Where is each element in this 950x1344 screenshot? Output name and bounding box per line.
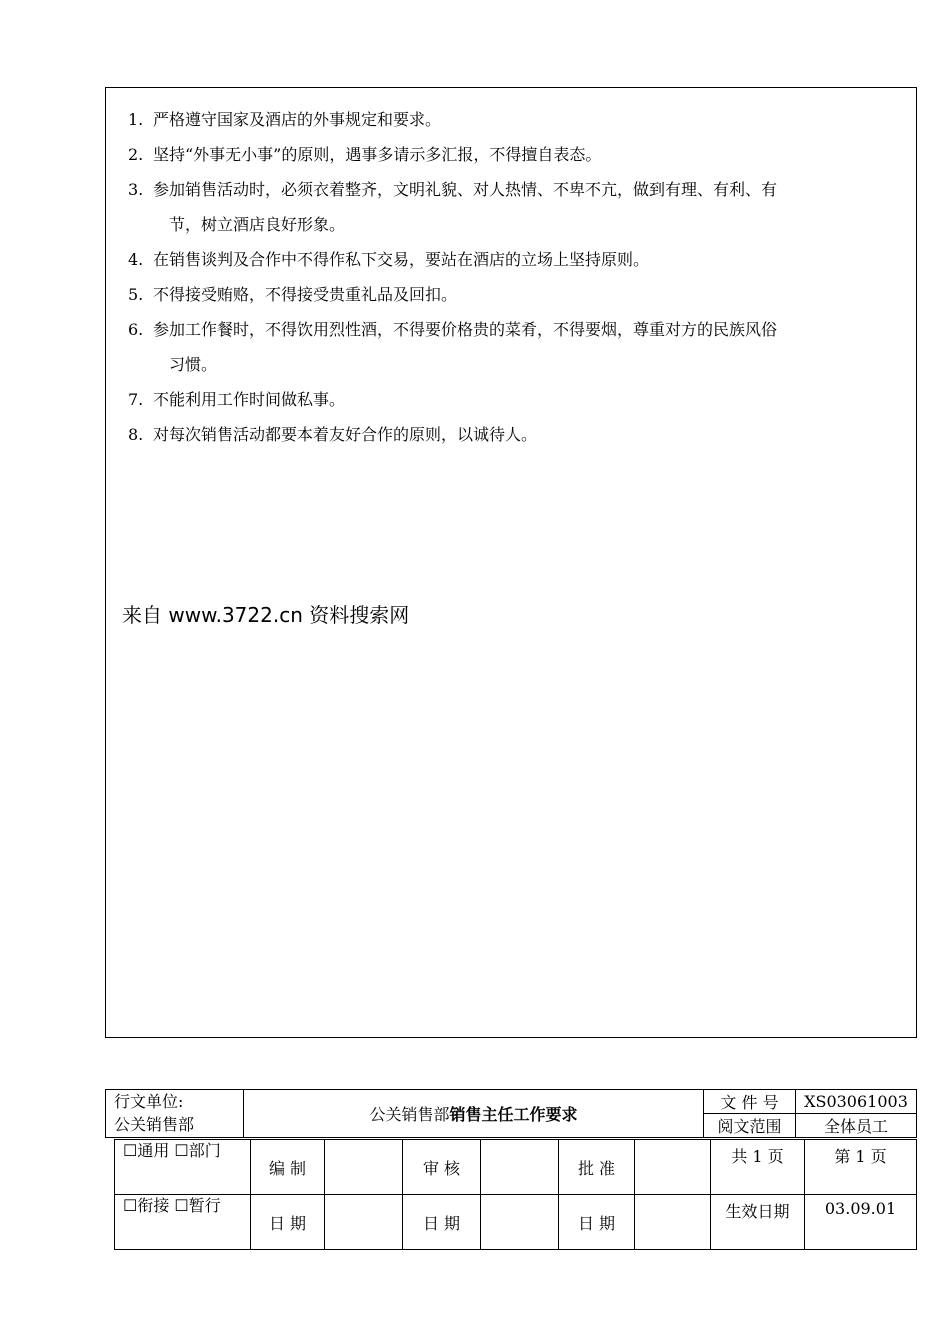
compile-date-label: 日 期 (251, 1195, 325, 1250)
rules-list (128, 102, 906, 452)
doc-number-value: XS03061003 (796, 1090, 917, 1114)
rule-item (128, 277, 906, 312)
rule-text-continued: 习惯。 (169, 355, 218, 374)
rule-text: 不能利用工作时间做私事。 (153, 390, 346, 409)
approve-date-label: 日 期 (559, 1195, 635, 1250)
review-date-label: 日 期 (403, 1195, 481, 1250)
rule-text: 参加销售活动时，必须衣着整齐，文明礼貌、对人热情、不卑不亢，做到有理、有利、有 (153, 180, 778, 199)
category-checkboxes-row2: ☐衔接 ☐暂行 (115, 1195, 251, 1250)
approval-table (114, 1139, 917, 1250)
rule-text: 参加工作餐时，不得饮用烈性酒，不得要价格贵的菜肴，不得要烟，尊重对方的民族风俗 (153, 320, 778, 339)
rule-number: 4. (128, 250, 144, 269)
rule-item (128, 242, 906, 277)
issuing-unit-value: 公关销售部 (114, 1115, 195, 1134)
effective-date-value: 03.09.01 (805, 1195, 917, 1250)
reading-scope-label: 阅文范围 (704, 1114, 796, 1138)
doc-number-label: 文 件 号 (704, 1090, 796, 1114)
rule-item (128, 137, 906, 172)
compile-date-value (325, 1195, 403, 1250)
compile-label: 编 制 (251, 1140, 325, 1195)
rule-item (128, 417, 906, 452)
review-date-value (481, 1195, 559, 1250)
rule-number: 5. (128, 285, 144, 304)
rule-item (128, 102, 906, 137)
watermark-text: 来自 www.3722.cn 资料搜索网 (122, 603, 410, 627)
rule-number: 3. (128, 180, 144, 199)
rule-text: 严格遵守国家及酒店的外事规定和要求。 (153, 110, 442, 129)
rule-item (128, 172, 906, 242)
rule-text: 在销售谈判及合作中不得作私下交易，要站在酒店的立场上坚持原则。 (153, 250, 650, 269)
approve-date-value (635, 1195, 711, 1250)
rule-number: 1. (128, 110, 144, 129)
compile-value (325, 1140, 403, 1195)
document-header-table (105, 1089, 917, 1138)
approve-value (635, 1140, 711, 1195)
reading-scope-value: 全体员工 (796, 1114, 917, 1138)
approve-label: 批 准 (559, 1140, 635, 1195)
page-number: 第 1 页 (805, 1140, 917, 1195)
effective-date-label: 生效日期 (711, 1195, 805, 1250)
rule-text: 坚持“外事无小事”的原则，遇事多请示多汇报，不得擅自表态。 (153, 145, 602, 164)
rule-number: 8. (128, 425, 144, 444)
rules-panel (105, 87, 917, 1038)
rule-number: 7. (128, 390, 144, 409)
issuing-unit-label: 行文单位: (114, 1092, 184, 1111)
review-value (481, 1140, 559, 1195)
document-title-main: 销售主任工作要求 (449, 1105, 578, 1124)
category-checkboxes-row1: ☐通用 ☐部门 (115, 1140, 251, 1195)
rule-item (128, 382, 906, 417)
document-title (244, 1090, 704, 1138)
rule-text: 对每次销售活动都要本着友好合作的原则，以诚待人。 (153, 425, 538, 444)
rule-number: 2. (128, 145, 144, 164)
document-title-dept: 公关销售部 (369, 1105, 450, 1124)
rule-text: 不得接受贿赂，不得接受贵重礼品及回扣。 (153, 285, 458, 304)
rule-text-continued: 节，树立酒店良好形象。 (169, 215, 346, 234)
review-label: 审 核 (403, 1140, 481, 1195)
rule-item (128, 312, 906, 382)
total-pages: 共 1 页 (711, 1140, 805, 1195)
rule-number: 6. (128, 320, 144, 339)
issuing-unit-cell (106, 1090, 244, 1138)
